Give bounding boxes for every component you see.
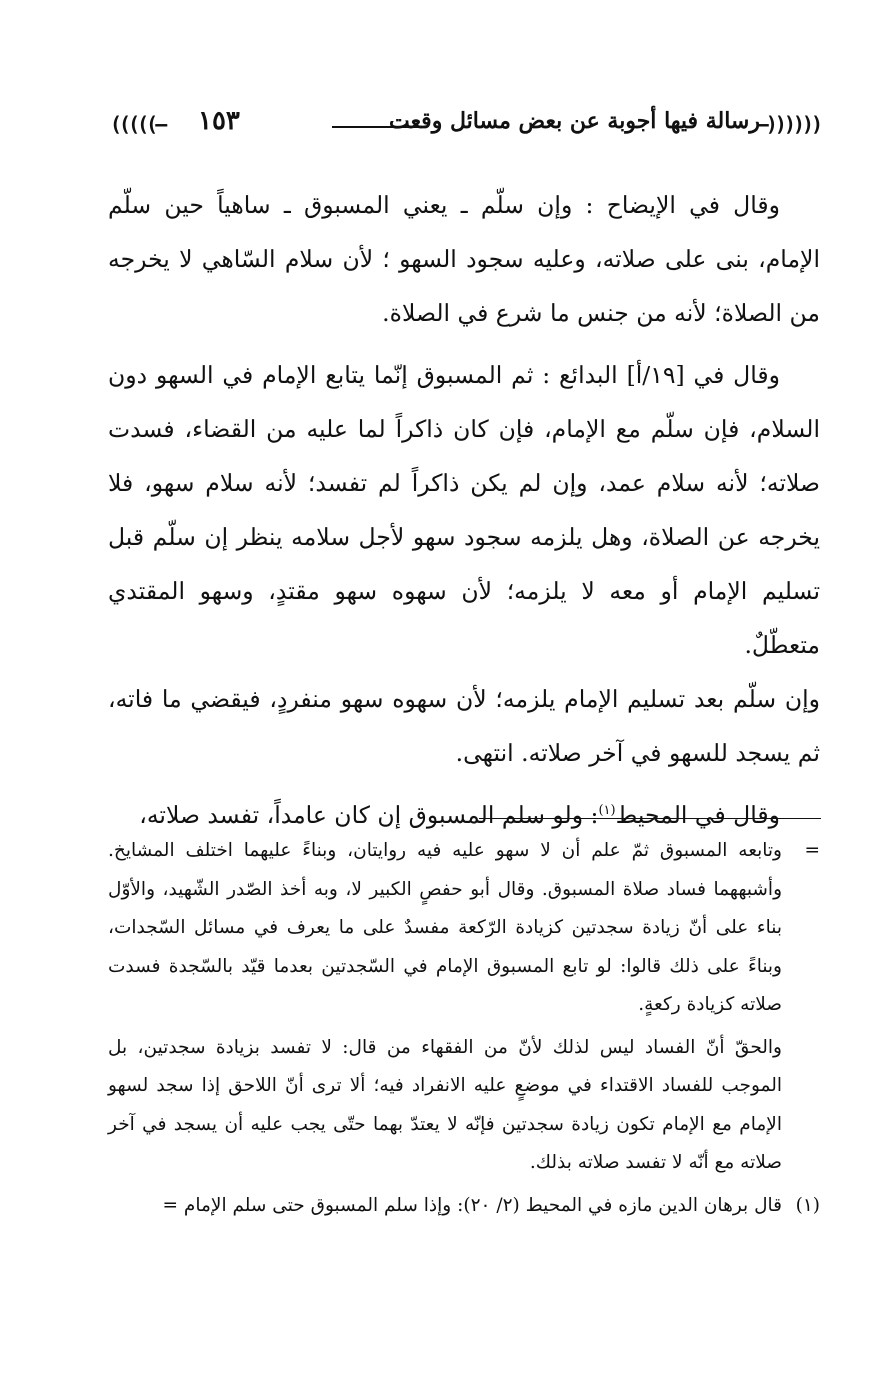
footnote-reference-1[interactable]: (١): [598, 803, 616, 819]
header-ornament-left: (((((—: [110, 112, 165, 136]
header-title: رسالة فيها أجوبة عن بعض مسائل وقعت: [388, 108, 760, 134]
footnote-continuation-text: وتابعه المسبوق ثمّ علم أن لا سهو عليه فيه روايتان، وبناءً عليهما اختلف المشايخ. وأشبههما فساد صلاة المسبوق. وقال أبو حفصٍ الكبير لا، وبه أخذ الصّدر الشّهيد، والأوّل بناء على أنّ زيادة سجدتين كزيادة الرّكعة مفسدٌ على ما يعرف في مسائل السّجدات، وبناءً على ذلك قالوا: لو تابع المسبوق الإمام في السّجدتين بعدما قيّد بالسّجدة فسدت صلاته كزيادة ركعةٍ.: [108, 840, 782, 1015]
footnote-commentary: [108, 1029, 820, 1183]
footnotes-area: [108, 832, 820, 1225]
footnote-separator: [479, 818, 821, 819]
paragraph-muhit-rest: : ولو سلم المسبوق إن كان عامداً، تفسد صلاته،: [139, 801, 599, 829]
header-ornament-right: —)))))): [756, 112, 820, 136]
footnote-1-number: (١): [795, 1194, 820, 1216]
paragraph-muhit-start: وقال في المحيط: [615, 801, 780, 829]
page-number: ١٥٣: [198, 106, 240, 136]
paragraph-badai-continued: وإن سلّم بعد تسليم الإمام يلزمه؛ لأن سهوه سهو منفردٍ، فيقضي ما فاته، ثم يسجد للسهو في آخر صلاته. انتهى.: [108, 685, 820, 767]
running-header: [110, 104, 820, 148]
footnote-continuation: [108, 832, 820, 1025]
footnote-commentary-text: والحقّ أنّ الفساد ليس لذلك لأنّ من الفقهاء من قال: لا تفسد بزيادة سجدتين، بل الموجب للفساد الاقتداء في موضعٍ عليه الانفراد فيه؛ ألا ترى أنّ اللاحق إذا سجد لسهو الإمام مع الإمام تكون زيادة سجدتين فإنّه لا يعتدّ بهما حتّى يجب عليه أن يسجد في آخر صلاته مع أنّه لا تفسد صلاته بذلك.: [108, 1036, 782, 1173]
main-text: [108, 178, 820, 850]
paragraph-badai: وقال في [١٩/أ] البدائع : ثم المسبوق إنّما يتابع الإمام في السهو دون السلام، فإن سلّم مع الإمام، فإن كان ذاكراً لما عليه من القضاء، فسدت صلاته؛ لأنه سلام عمد، وإن لم يكن ذاكراً لم تفسد؛ لأنه سلام سهو، فلا يخرجه عن الصلاة، وهل يلزمه سجود سهو لأجل سلامه ينظر إن سلّم قبل تسليم الإمام أو معه لا يلزمه؛ لأن سهوه سهو مقتدٍ، وسهو المقتدي متعطّلٌ.: [108, 361, 820, 659]
continuation-mark: =: [804, 840, 820, 861]
paragraph-idah: وقال في الإيضاح : وإن سلّم ـ يعني المسبوق ـ ساهياً حين سلّم الإمام، بنى على صلاته، وعليه سجود السهو ؛ لأن سلام السّاهي لا يخرجه من الصلاة؛ لأنه من جنس ما شرع في الصلاة.: [108, 191, 820, 327]
footnote-1: [108, 1187, 820, 1226]
footnote-1-text: قال برهان الدين مازه في المحيط (٢/ ٢٠): وإذا سلم المسبوق حتى سلم الإمام =: [162, 1194, 782, 1216]
header-rule: [332, 126, 420, 128]
